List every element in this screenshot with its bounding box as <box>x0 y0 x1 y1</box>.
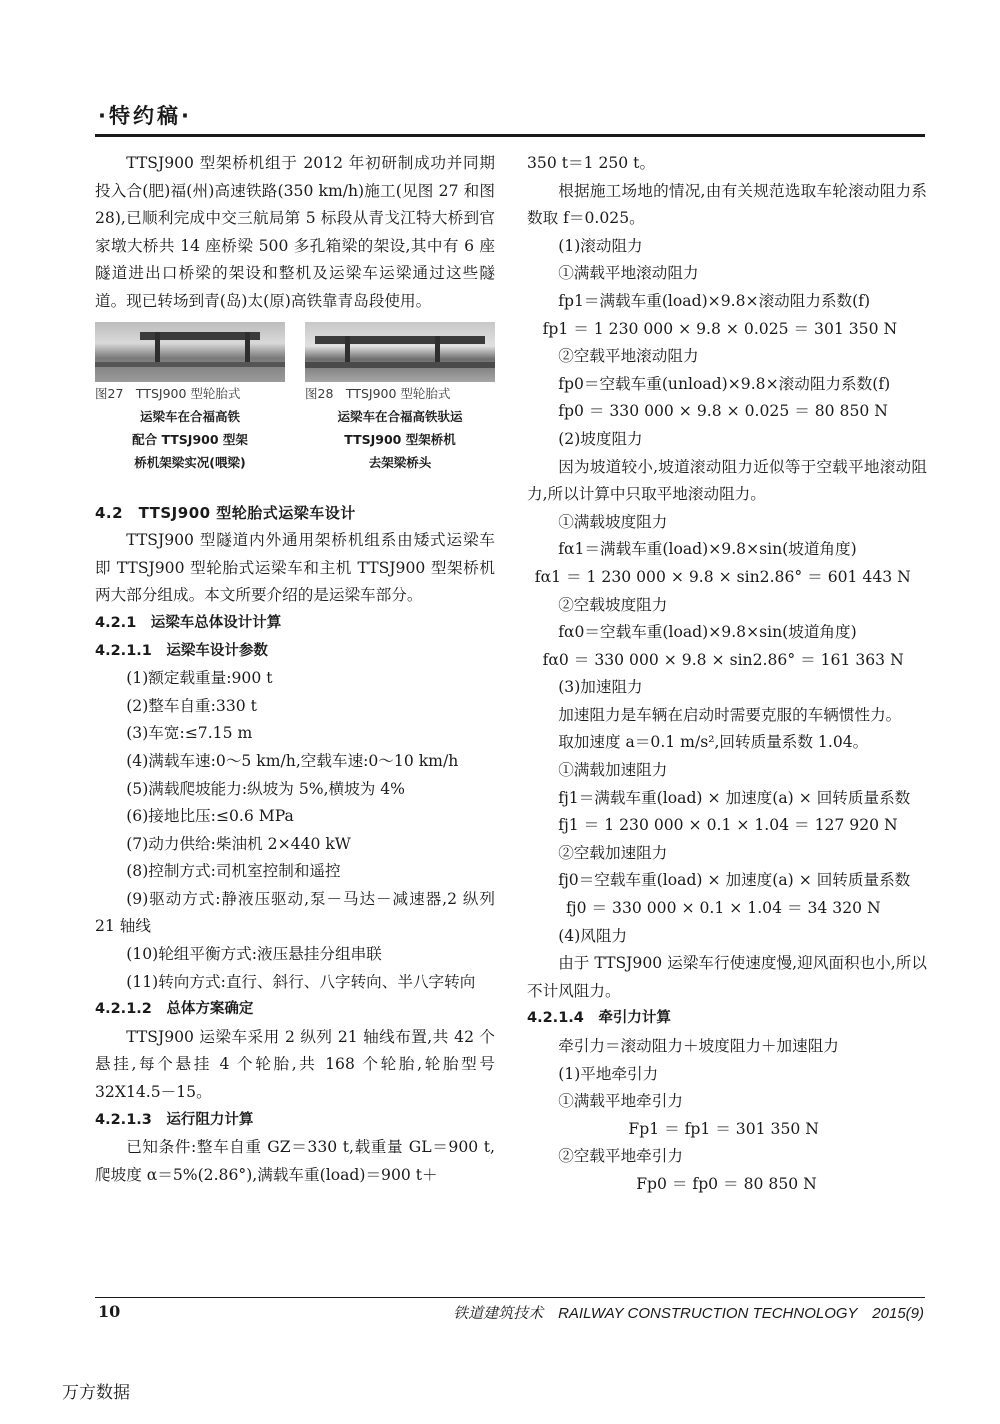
item-full-acceleration: ①满载加速阻力 <box>558 761 668 780</box>
equation: fj1 ＝ 1 230 000 × 0.1 × 1.04 ＝ 127 920 N <box>558 816 898 835</box>
paragraph-4-2-1-3: 已知条件:整车自重 GZ＝330 t,载重量 GL＝900 t,爬坡度 α＝5%(2.86°),满载车重(load)＝900 t＋ <box>95 1138 495 1184</box>
equation: fp1 ＝ 1 230 000 × 9.8 × 0.025 ＝ 301 350 N <box>542 319 898 338</box>
paragraph-coefficient: 根据施工场地的情况,由有关规范选取车轮滚动阻力系数取 f＝0.025。 <box>527 181 927 228</box>
item-full-traction: ①满载平地牵引力 <box>558 1092 683 1111</box>
subheading-wind: (4)风阻力 <box>558 926 628 945</box>
figure-28 <box>305 322 495 492</box>
equation: 牵引力＝滚动阻力＋坡度阻力＋加速阻力 <box>558 1037 839 1055</box>
heading-4-2-1: 4.2.1 运梁车总体设计计算 <box>95 614 282 631</box>
param-item: (6)接地比压:≤0.6 MPa <box>126 807 294 826</box>
param-item: (1)额定载重量:900 t <box>126 669 273 688</box>
intro-paragraph: TTSJ900 型架桥机组于 2012 年初研制成功并同期投入合(肥)福(州)高速铁路(350 km/h)施工(见图 27 和图 28),已顺利完成中交三航局第 5 标段从青戈江特大桥到官家墩大桥共 14 座桥梁 500 多孔箱梁的架设,其中有 6 座隧道进出口桥梁的架设和整机及运梁车运梁通过这些隧道。现已转场到青(岛)太(原)高铁靠青岛段使用。 <box>95 154 495 310</box>
right-column <box>527 150 927 1199</box>
param-item: (9)驱动方式:静液压驱动,泵－马达－减速器,2 纵列 21 轴线 <box>95 889 495 936</box>
equation: Fp1 ＝ fp1 ＝ 301 350 N <box>628 1119 819 1138</box>
figure-27-caption-2: 配合 TTSJ900 型架 <box>132 431 248 447</box>
figure-row <box>95 322 495 492</box>
item-full-rolling: ①满载平地滚动阻力 <box>558 264 699 283</box>
equation: fj1＝满载车重(load) × 加速度(a) × 回转质量系数 <box>558 788 911 807</box>
figure-27-caption-1: 运梁车在合福高铁 <box>139 408 240 424</box>
subheading-slope: (2)坡度阻力 <box>558 429 643 448</box>
equation: fp0 ＝ 330 000 × 9.8 × 0.025 ＝ 80 850 N <box>558 402 888 421</box>
param-item: (4)满载车速:0～5 km/h,空载车速:0～10 km/h <box>126 751 459 770</box>
subheading-acceleration: (3)加速阻力 <box>558 678 643 697</box>
equation: fj0＝空载车重(load) × 加速度(a) × 回转质量系数 <box>558 871 911 890</box>
equation: fj0 ＝ 330 000 × 0.1 × 1.04 ＝ 34 320 N <box>566 899 881 918</box>
param-item: (11)转向方式:直行、斜行、八字转向、半八字转向 <box>126 972 476 991</box>
item-full-slope: ①满载坡度阻力 <box>558 512 668 531</box>
equation: fα0＝空载车重(load)×9.8×sin(坡道角度) <box>558 623 857 642</box>
page-number: 10 <box>98 1302 121 1321</box>
paragraph-4-2: TTSJ900 型隧道内外通用架桥机组系由矮式运梁车即 TTSJ900 型轮胎式运梁车和主机 TTSJ900 型架桥机两大部分组成。本文所要介绍的是运梁车部分。 <box>95 531 495 605</box>
paragraph-acceleration: 加速阻力是车辆在启动时需要克服的车辆惯性力。 <box>558 705 902 724</box>
heading-4-2-1-3: 4.2.1.3 运行阻力计算 <box>95 1111 254 1128</box>
continued-text: 350 t＝1 250 t。 <box>527 154 656 172</box>
param-item: (2)整车自重:330 t <box>126 696 257 715</box>
figure-28-caption-2: TTSJ900 型架桥机 <box>344 431 456 447</box>
equation: fp0＝空载车重(unload)×9.8×滚动阻力系数(f) <box>558 374 891 393</box>
figure-28-photo <box>305 322 495 382</box>
subheading-flat-traction: (1)平地牵引力 <box>558 1064 659 1083</box>
figure-28-caption-3: 去架梁桥头 <box>368 454 432 470</box>
item-empty-acceleration: ②空载加速阻力 <box>558 843 668 862</box>
figure-27-photo <box>95 322 285 382</box>
param-item: (10)轮组平衡方式:液压悬挂分组串联 <box>126 945 382 964</box>
param-item: (5)满载爬坡能力:纵坡为 5%,横坡为 4% <box>126 779 406 798</box>
heading-4-2-1-4: 4.2.1.4 牵引力计算 <box>527 1010 671 1027</box>
footer-rule <box>95 1297 925 1298</box>
figure-28-caption-1: 运梁车在合福高铁驮运 <box>337 408 463 424</box>
paragraph-4-2-1-2: TTSJ900 运梁车采用 2 纵列 21 轴线布置,共 42 个悬挂,每个悬挂 4 个轮胎,共 168 个轮胎,轮胎型号 32X14.5－15。 <box>95 1027 495 1102</box>
paragraph-slope: 因为坡道较小,坡道滚动阻力近似等于空载平地滚动阻力,所以计算中只取平地滚动阻力。 <box>527 457 927 504</box>
equation: fp1＝满载车重(load)×9.8×滚动阻力系数(f) <box>558 291 871 310</box>
section-header: ·特约稿· <box>98 104 192 128</box>
journal-name: 铁道建筑技术 RAILWAY CONSTRUCTION TECHNOLOGY 2015(9) <box>453 1305 924 1322</box>
figure-27-number: 图27 TTSJ900 型轮胎式 <box>95 385 241 401</box>
heading-4-2-1-2: 4.2.1.2 总体方案确定 <box>95 1001 254 1018</box>
figure-27-caption-3: 桥机架梁实况(喂梁) <box>134 454 246 470</box>
param-item: (7)动力供给:柴油机 2×440 kW <box>126 834 351 853</box>
heading-4-2-1-1: 4.2.1.1 运梁车设计参数 <box>95 642 268 659</box>
subheading-rolling: (1)滚动阻力 <box>558 236 643 255</box>
item-empty-rolling: ②空载平地滚动阻力 <box>558 347 699 366</box>
equation: fα1 ＝ 1 230 000 × 9.8 × sin2.86° ＝ 601 443 N <box>534 567 911 586</box>
paragraph-acceleration-value: 取加速度 a＝0.1 m/s²,回转质量系数 1.04。 <box>558 733 869 752</box>
paragraph-wind: 由于 TTSJ900 运梁车行使速度慢,迎风面积也小,所以不计风阻力。 <box>527 954 927 1000</box>
heading-4-2: 4.2 TTSJ900 型轮胎式运梁车设计 <box>95 503 356 522</box>
item-empty-slope: ②空载坡度阻力 <box>558 595 668 614</box>
equation: fα0 ＝ 330 000 × 9.8 × sin2.86° ＝ 161 363 N <box>542 650 904 669</box>
equation: fα1＝满载车重(load)×9.8×sin(坡道角度) <box>558 540 857 559</box>
item-empty-traction: ②空载平地牵引力 <box>558 1147 683 1166</box>
figure-27 <box>95 322 285 492</box>
figure-28-number: 图28 TTSJ900 型轮胎式 <box>305 385 451 401</box>
watermark: 万方数据 <box>62 1383 130 1403</box>
header-rule <box>95 134 925 137</box>
param-item: (3)车宽:≤7.15 m <box>126 724 253 743</box>
param-item: (8)控制方式:司机室控制和遥控 <box>126 862 341 881</box>
left-column <box>95 150 495 1189</box>
equation: Fp0 ＝ fp0 ＝ 80 850 N <box>636 1174 817 1193</box>
